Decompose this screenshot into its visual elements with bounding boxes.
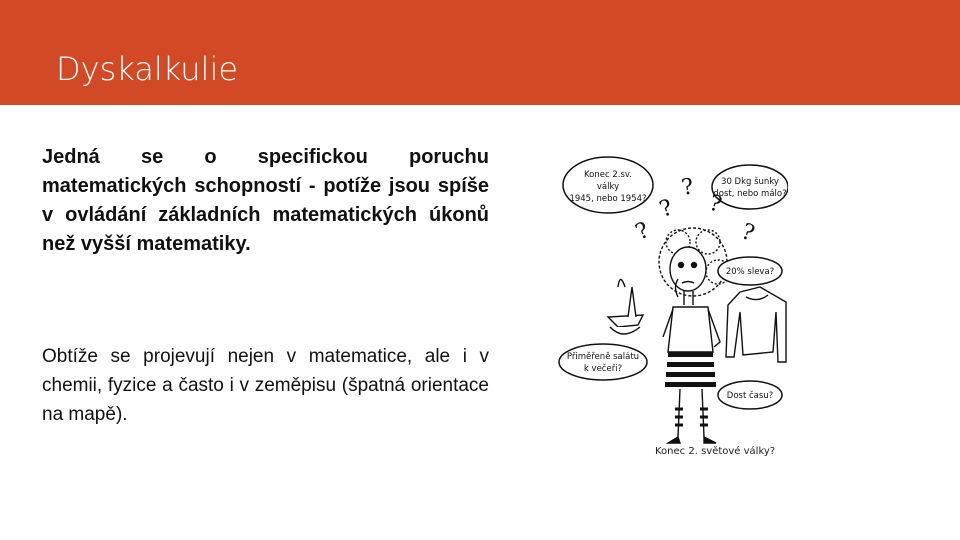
girl-figure: [659, 228, 730, 443]
title-bar: [0, 0, 960, 105]
bubble-line: 20% sleva?: [725, 267, 775, 277]
thought-bubble-discount: [718, 257, 782, 285]
illustration-caption: Konec 2. světové války?: [655, 446, 776, 457]
thought-bubble-time: [718, 381, 782, 409]
bubble-line: Dost času?: [726, 391, 774, 401]
thought-bubble-war-end: [563, 157, 653, 213]
svg-text:?: ?: [706, 190, 725, 218]
svg-text:?: ?: [679, 174, 696, 201]
sweater-drawing: [726, 287, 786, 362]
paragraph-difficulties: Obtíže se projevují nejen v matematice, ale i v chemii, fyzice a často i v zeměpisu (špatná orientace na mapě).: [42, 346, 489, 425]
thought-bubble-salad: [559, 344, 647, 380]
svg-text:?: ?: [631, 217, 654, 246]
svg-text:?: ?: [737, 219, 758, 247]
bubble-line: války: [596, 182, 620, 192]
slide-title: Dyskalkulie: [56, 50, 239, 88]
paragraph-definition: Jedná se o specifickou poruchu matematických schopností - potíže jsou spíše v ovládání základních matematických úkonů než vyšší matematiky.: [42, 146, 489, 255]
dyscalculia-illustration: [528, 137, 788, 472]
thought-bubble-ham: [712, 165, 788, 209]
bubble-line: 1945, nebo 1954?: [569, 194, 647, 204]
bubble-line: dost, nebo málo?: [713, 189, 787, 199]
salad-pot-drawing: [608, 280, 643, 335]
bubble-line: k večeři?: [583, 364, 623, 374]
bubble-line: 30 Dkg šunky: [721, 177, 779, 187]
svg-text:?: ?: [656, 195, 677, 223]
bubble-line: Konec 2.sv.: [584, 170, 632, 180]
bubble-line: Přiměřeně salátu: [566, 352, 640, 362]
